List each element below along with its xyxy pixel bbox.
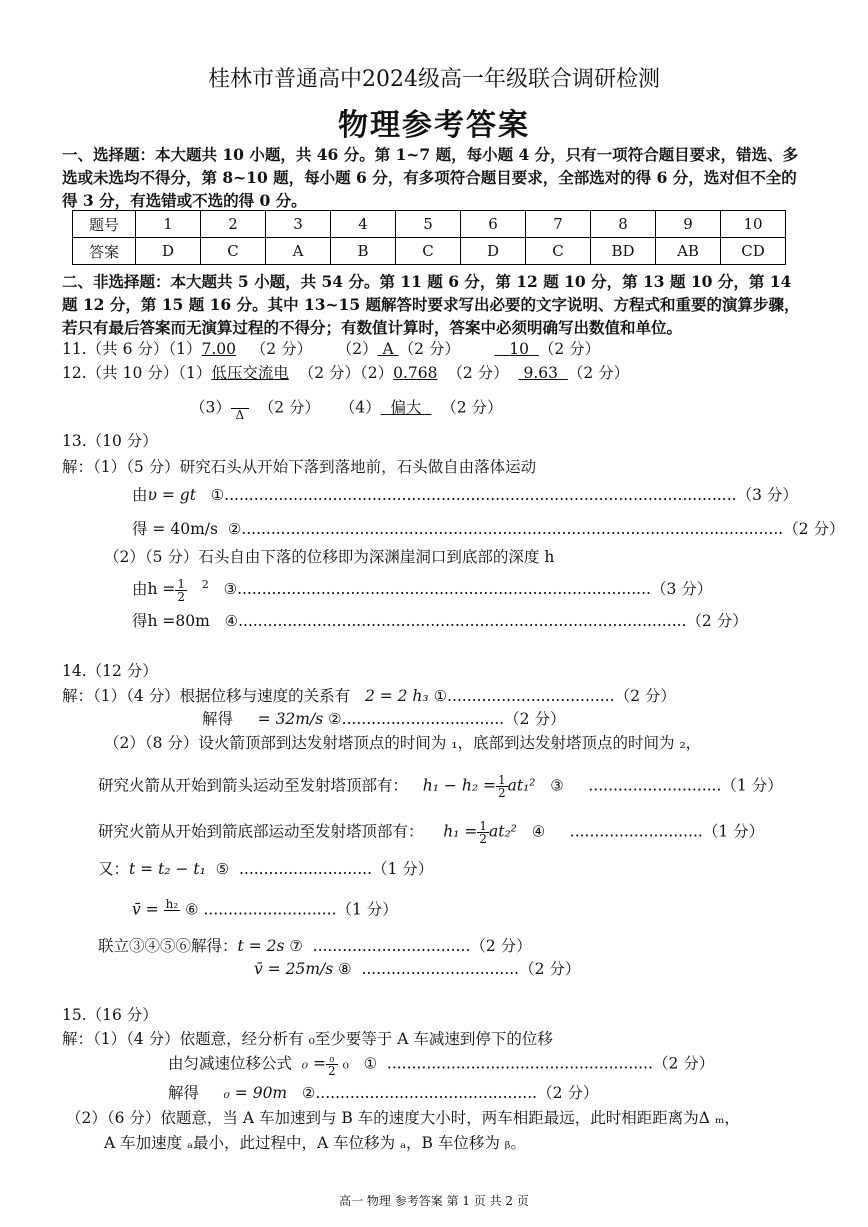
q11-score-3: （2 分） (538, 340, 601, 358)
table-cell: BD (591, 238, 656, 265)
q14-line-4: 研究火箭从开始到箭头运动至发射塔顶部有： h₁ − h₂ = $\frac{1}{2}$ at₁² ③ ...........................（1 分） (98, 773, 783, 800)
q14-heading: 14.（12 分） (62, 662, 158, 680)
q14-line-5: 研究火箭从开始到箭底部运动至发射塔顶部有： h₁ = $\frac{1}{2}$ at₂² ④ ...........................（1 分） (98, 819, 765, 846)
q14-line-1: 解：（1）（4 分）根据位移与速度的关系有 2 = 2 h₃ ①..................................（2 分） (62, 687, 676, 705)
q14-line-6: 又：t = t₂ − t₁ ⑤ ...........................（1 分） (98, 860, 434, 878)
section1-heading: 一、选择题：本大题共 10 小题，共 46 分。第 1~7 题，每小题 4 分，只有一项符合题目要求，错选、多选或未选均不得分，第 8~10 题，每小题 6 分，有多项符合题目要求，全部选对的得 6 分，选对但不全的得 3 分，有选错或不选的得 0 分。 (62, 145, 799, 210)
document-title: 桂林市普通高中2024级高一年级联合调研检测 (208, 67, 660, 92)
q12-score-5: （2 分） (441, 398, 503, 417)
table-row (73, 211, 786, 238)
q13-line-4: （2）（5 分）石头自由下落的位移即为深渊崖洞口到底部的深度 h (104, 548, 555, 566)
table-cell: AB (656, 238, 721, 265)
table-cell: 10 (721, 211, 786, 238)
q12-answer-2: 0.768 (393, 364, 438, 382)
q12-prefix: 12.（共 10 分）（1） (62, 364, 212, 382)
table-cell: C (526, 238, 591, 265)
q11-score-1: （2 分） (250, 340, 313, 358)
q11-answer-2: A (382, 340, 394, 358)
q13-line-3: 得 = 40m/s ②..............................................................................................................（2 分） (132, 520, 845, 538)
table-cell: 3 (266, 211, 331, 238)
table-cell: 5 (396, 211, 461, 238)
table-cell: D (136, 238, 201, 265)
table-row (73, 238, 786, 265)
table-cell: 8 (591, 211, 656, 238)
table-cell: D (461, 238, 526, 265)
q15-line-5: A 车加速度 ₐ最小，此过程中，A 车位移为 ₐ，B 车位移为 ᵦ。 (104, 1134, 526, 1152)
table-cell: 7 (526, 211, 591, 238)
q12-answer-4: 偏大 (390, 398, 422, 417)
q12-score-4: （2 分） (258, 398, 321, 417)
q11-score-2: （2 分） (398, 340, 460, 358)
q11-answer-1: 7.00 (201, 340, 236, 358)
q11-part-2: （2） (336, 340, 378, 358)
page-footer: 高一 物理 参考答案 第 1 页 共 2 页 (339, 1194, 529, 1208)
q13-line-5: 由h = $\frac{1}{2}$ $^2$ ③....................................................................................（3 分） (132, 576, 713, 604)
q15-line-4: （2）（6 分）依题意，当 A 车加速到与 B 车的速度大小时，两车相距最远，此时相距距离为Δ ₘ， (66, 1109, 740, 1127)
q12-fraction: Δ (231, 396, 249, 421)
table-cell: CD (721, 238, 786, 265)
document-subtitle: 物理参考答案 (338, 108, 530, 143)
q12-answer-1: 低压交流电 (211, 364, 289, 382)
table-cell: C (201, 238, 266, 265)
q12-answer-3: 9.63 (523, 364, 558, 382)
q12-line-1 (62, 362, 629, 384)
table-cell: C (396, 238, 461, 265)
q12-score-1: （2 分）（2） (298, 364, 394, 382)
q11-line (62, 338, 600, 360)
q12-part-4: （4） (339, 398, 381, 417)
table-cell: 2 (201, 211, 266, 238)
section2-heading: 二、非选择题：本大题共 5 小题，共 54 分。第 11 题 6 分，第 12 题 10 分，第 13 题 10 分，第 14 题 12 分，第 15 题 16 分。其中 13~15 题解答时要求写出必要的文字说明、方程式和重要的演算步骤，若只有最后答案而无演算过程的不得分；有数值计算时，答案中必须明确写出数值和单位。 (62, 272, 800, 337)
q14-line-9: v̄ = 25m/s ⑧ ................................（2 分） (254, 960, 581, 978)
q12-score-3: （2 分） (567, 364, 630, 382)
q13-line-2: 由υ = gt ①........................................................................................................（3 分） (132, 486, 798, 504)
q15-line-2: 由匀减速位移公式 ₀ = $\frac{\text{₀}}{2}$ ₀ ① ......................................................（2 分） (168, 1051, 715, 1078)
q15-line-1: 解：（1）（4 分）依题意，经分析有 ₀至少要等于 A 车减速到停下的位移 (62, 1030, 553, 1048)
table-cell: B (331, 238, 396, 265)
q13-heading: 13.（10 分） (62, 432, 158, 450)
q11-prefix: 11.（共 6 分）（1） (62, 340, 202, 358)
table-cell: 4 (331, 211, 396, 238)
table-label-number: 题号 (73, 211, 136, 238)
q14-line-8: 联立③④⑤⑥解得：t = 2s ⑦ ................................（2 分） (98, 937, 532, 955)
q13-line-1: 解：（1）（5 分）研究石头从开始下落到落地前，石头做自由落体运动 (62, 458, 537, 476)
q12-score-2: （2 分） (447, 364, 509, 382)
table-label-answer: 答案 (73, 238, 136, 265)
q13-line-6: 得h =80m ④...........................................................................................（2 分） (132, 612, 748, 630)
q15-line-3: 解得 ₀ = 90m ②.............................................（2 分） (168, 1084, 599, 1102)
q12-line-2 (190, 396, 503, 421)
table-cell: A (266, 238, 331, 265)
q11-answer-3: 10 (509, 340, 529, 358)
q14-line-3: （2）（8 分）设火箭顶部到达发射塔顶点的时间为 ₁，底部到达发射塔顶点的时间为 ₂， (104, 734, 702, 752)
table-cell: 1 (136, 211, 201, 238)
q14-line-7: v̄ = h₂ ⑥ ...........................（1 分） (132, 897, 398, 919)
table-cell: 6 (461, 211, 526, 238)
q12-part-3: （3） (190, 398, 231, 417)
answer-table (72, 210, 786, 265)
q14-line-2: 解得 = 32m/s ②.................................（2 分） (202, 710, 566, 728)
q15-heading: 15.（16 分） (62, 1006, 158, 1024)
table-cell: 9 (656, 211, 721, 238)
